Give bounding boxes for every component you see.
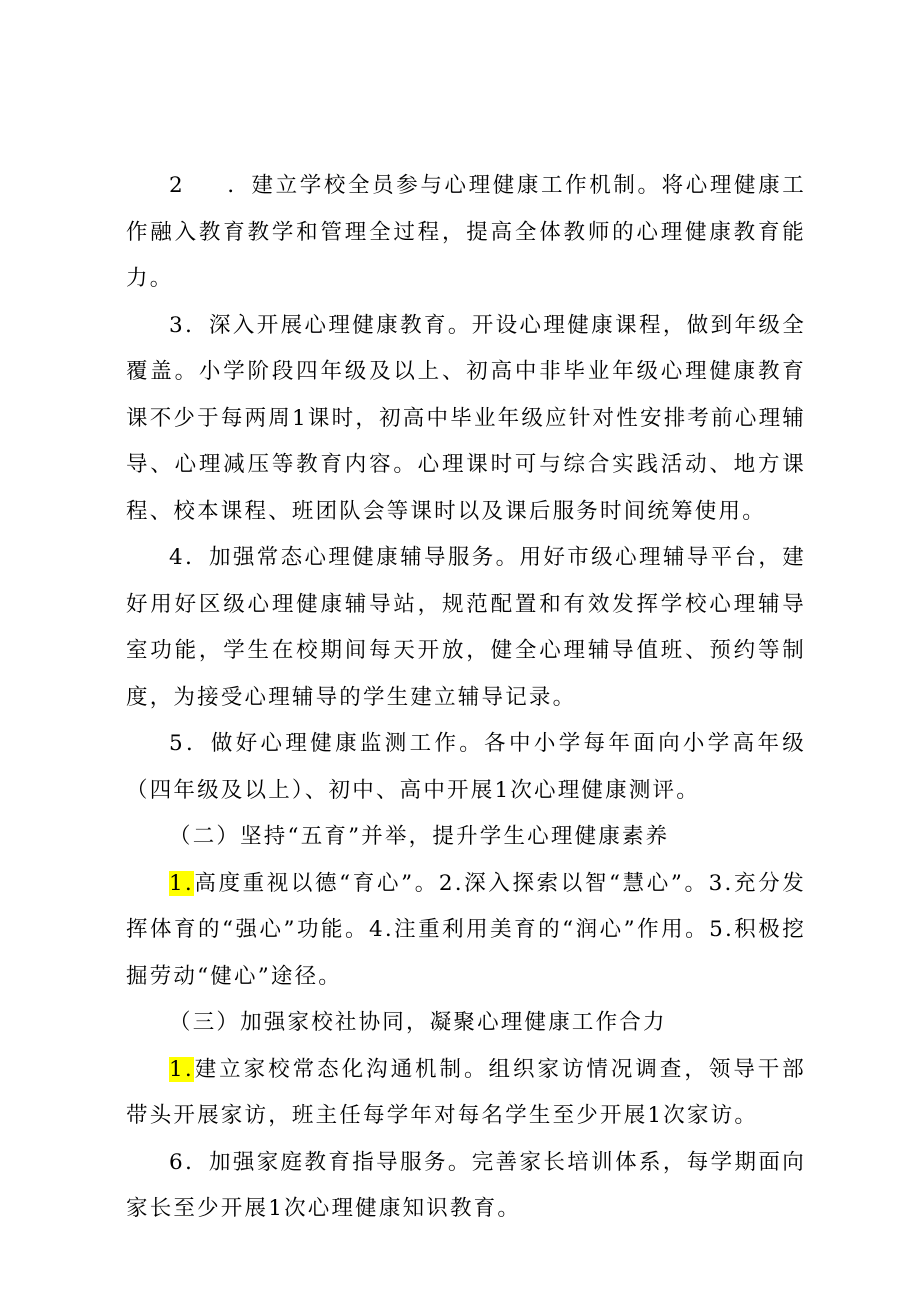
paragraph-text: 高度重视以德“育心”。2.深入探索以智“慧心”。3.充分发挥体育的“强心”功能。4.注重利用美育的“润心”作用。5.积极挖掘劳动“健心”途径。	[126, 870, 806, 989]
paragraph-text: 建立家校常态化沟通机制。组织家访情况调查，领导干部带头开展家访，班主任每学年对每名学生至少开展1次家访。	[126, 1056, 806, 1128]
document-body	[126, 163, 806, 1233]
paragraph-text: 3．深入开展心理健康教育。开设心理健康课程，做到年级全覆盖。小学阶段四年级及以上、初高中非毕业年级心理健康教育课不少于每两周1课时，初高中毕业年级应针对性安排考前心理辅导、心理减压等教育内容。心理课时可与综合实践活动、地方课程、校本课程、班团队会等课时以及课后服务时间统筹使用。	[126, 312, 806, 524]
paragraph-text: 4．加强常态心理健康辅导服务。用好市级心理辅导平台，建好用好区级心理健康辅导站，规范配置和有效发挥学校心理辅导室功能，学生在校期间每天开放，健全心理辅导值班、预约等制度，为接受心理辅导的学生建立辅导记录。	[126, 545, 806, 710]
paragraph-text: 6．加强家庭教育指导服务。完善家长培训体系，每学期面向家长至少开展1次心理健康知识教育。	[126, 1149, 806, 1221]
highlighted-number: 1.	[169, 1056, 194, 1082]
section-heading-3	[126, 1000, 806, 1047]
paragraph-item-3	[126, 303, 806, 536]
paragraph-jiaxiao	[126, 1047, 806, 1140]
heading-text: （二）坚持“五育”并举，提升学生心理健康素养	[169, 824, 670, 849]
highlighted-number: 1.	[169, 870, 194, 896]
paragraph-wuyu	[126, 861, 806, 1001]
paragraph-text: ．建立学校全员参与心理健康工作机制。将心理健康工作融入教育教学和管理全过程，提高全体教师的心理健康教育能力。	[126, 173, 806, 291]
paragraph-item-5	[126, 721, 806, 814]
paragraph-item-2	[126, 163, 806, 303]
paragraph-item-6	[126, 1140, 806, 1233]
heading-text: （三）加强家校社协同，凝聚心理健康工作合力	[169, 1010, 667, 1035]
paragraph-item-4	[126, 535, 806, 721]
paragraph-text: 5．做好心理健康监测工作。各中小学每年面向小学高年级（四年级及以上）、初中、高中开展1次心理健康测评。	[126, 731, 806, 803]
item-number: 2	[169, 173, 185, 198]
section-heading-2	[126, 814, 806, 861]
